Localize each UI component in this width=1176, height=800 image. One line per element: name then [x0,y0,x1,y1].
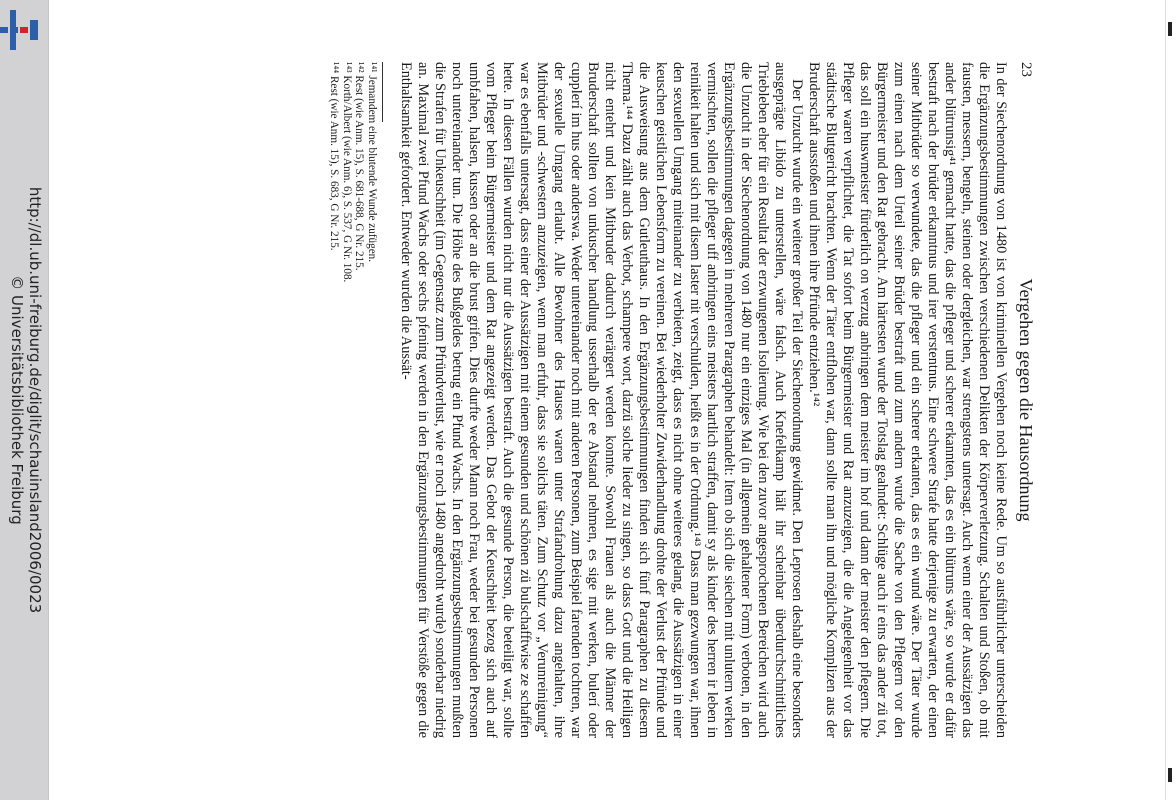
scanned-page [183,30,1043,770]
footnotes [328,62,383,738]
source-url[interactable]: http://dl.ub.uni-freiburg.de/diglit/schauinsland2006/0023 [26,186,44,614]
page-viewport [50,0,1176,800]
footnote: ¹⁴⁴ Rest (wie Anm. 15), S. 683, G Nr. 215. [328,62,341,251]
paragraph: In der Siechenordnung von 1480 ist von kriminellen Vergehen noch keine Rede. Um so ausführlicher unterscheiden die Ergänzungsbestimmungen zwischen verschiedenen Delikten der Körperverletzung. Schalten und Stoßen, ob mit fausten, messern, bengeln, steinen oder dergleichen, war strengstens untersagt. Auch wenn einer der Aussätzigen das ander blütrunsig⁴¹ gemacht hatte, das die pfleger und scherer erkannten, das es ein blütruns wäre, so wurde er dafür bestraft nach der brüder erkanntnus und irer verstentnus. Eine schwere Strafe hatte derjenige zu erwarten, der einen seiner Mitbrüder so verwundete, das die pfleger und ein scherer erkanten, das es ein wund wäre. Der Täter wurde zum einen nach dem Urteil seiner Brüder bestraft und zum andern wurde die Sache von den Pflegern vor den Bürgermeister und den Rat gebracht. Am härtesten wurde der Totslag geahndet: Schlüge auch ir eins das ander zü tot, das soll ein huswmeister fürderlich on verzug anbringen dem meister im hof und dann der meister den pflegern. Die Pfleger waren verpflichtet, die Tat sofort beim Bürgermeister und Rat anzuzeigen, die die Angelegenheit vor das städtische Blutgericht brachten. Wenn der Täter entflohen war, dann sollte man ihn und mögliche Komplizen aus der Bruderschaft ausstoßen und ihnen ihre Pfründe entziehen.¹⁴² [806,62,1009,738]
footnote: ¹⁴¹ Jemandem eine blutende Wunde zufügen. [366,62,378,263]
page-number: 23 [1018,62,1034,77]
page-header [1009,62,1043,738]
running-head: Vergehen gegen die Hausordnung [1016,278,1036,522]
viewer-sidebar [0,0,49,800]
footnote-rule [382,62,383,122]
page-body [397,62,1009,738]
footnote: ¹⁴³ Korth/Albert (wie Anm. 6), S. 537, G Nr. 108. [340,62,353,283]
footnote: ¹⁴² Rest (wie Anm. 15), S. 681-688, G Nr. 215. [353,62,366,271]
source-info [4,0,48,800]
copyright-notice: © Universitätsbibliothek Freiburg [8,275,26,525]
paragraph: Der Unzucht wurde ein weiterer großer Teil der Siechenordnung gewidmet. Den Leprosen deshalb eine besonders ausgeprägte Libido zu unterstellen, wäre falsch. Auch Knefelkamp hält ihr scheinbar überdurchschnittliches Triebleben eher für ein Resultat der erzwungenen Isolierung. Wie bei den zuvor angesprochenen Bereichen wird auch die Unzucht in der Siechenordnung von 1480 nur ein einziges Mal (in allgemein gehaltener Form) verboten, in den Ergänzungsbestimmungen dagegen in mehreren Paragraphen behandelt: Item ob sich die siechen mit unlutern werken vermischten, sollen die pfleger uff anbringen eins meisters hartlich straffen, damit sy als kinder des herren ir leben in reinikeit halten und sich mit disem laster nit verschulden, heißt es in der Ordnung.¹⁴³ Dass man gezwungen war, ihnen den sexuellen Umgang miteinander zu verbieten, zeigt, dass es nicht ohne weiteres gelang, die Aussätzigen in einer keuschen geistlichen Lebensform zu vereinen. Bei wiederholter Zuwiderhandlung drohte der Verlust der Pfründe und die Ausweisung aus dem Gutleuthaus. In den Ergänzungsbestimmungen finden sich fünf Paragraphen zu diesem Thema.¹⁴⁴ Dazu zählt auch das Verbot, schampere wort, darzü solche lieder zu singen, so dass Gott und die Heiligen nicht entehrt und kein Mitbruder dadurch verärgert werden konnte. Sowohl Frauen als auch die Männer der Bruderschaft sollten von unkuscher handlung usserhalb der ee Abstand nehmen, es sige mit werken, bulerí oder cupplerí im hus oder anderswa. Weder untereinander noch mit anderen Personen, zum Beispiel farenden tochtren, war der sexuelle Umgang erlaubt. Alle Bewohner des Hauses waren unter Strafandrohung dazu angehalten, ihre Mitbrüder und -schwestern anzuzeigen, wenn man erfuhr, dass sie solichs täten. Zum Schutz vor „Verunreinigung“ war es ebenfalls untersagt, dass einer der Aussätzigen mit einem gesunden und schönen zü bulschafftwise ze schaffen hette. In diesen Fällen wurden nicht nur die Aussätzigen bestraft. Auch die gesunde Person, die beteiligt war, sollte vom Pfleger beim Bürgermeister und dem Rat angezeigt werden. Das Gebot der Keuschheit bezog sich auch auf umbfahen, halsen, kussen oder an die brust grifen. Dies durfte weder Mann noch Frau, weder bei gesunden Personen noch untereinander tun. Die Höhe des Bußgeldes betrug ein Pfund Wachs. In den Ergänzungsbestimmungen mußten die Strafen für Unkeuschheit (im Gegensatz zum Pfründverlust, wie er noch 1480 angedroht wurde) sonderbar niedrig an. Maximal zwei Pfund Wachs oder sechs pfening werden in den Ergänzungsbestimmungen für Verstöße gegen die Enthaltsamkeit gefordert. Entweder wurden die Aussät- [398,62,805,738]
